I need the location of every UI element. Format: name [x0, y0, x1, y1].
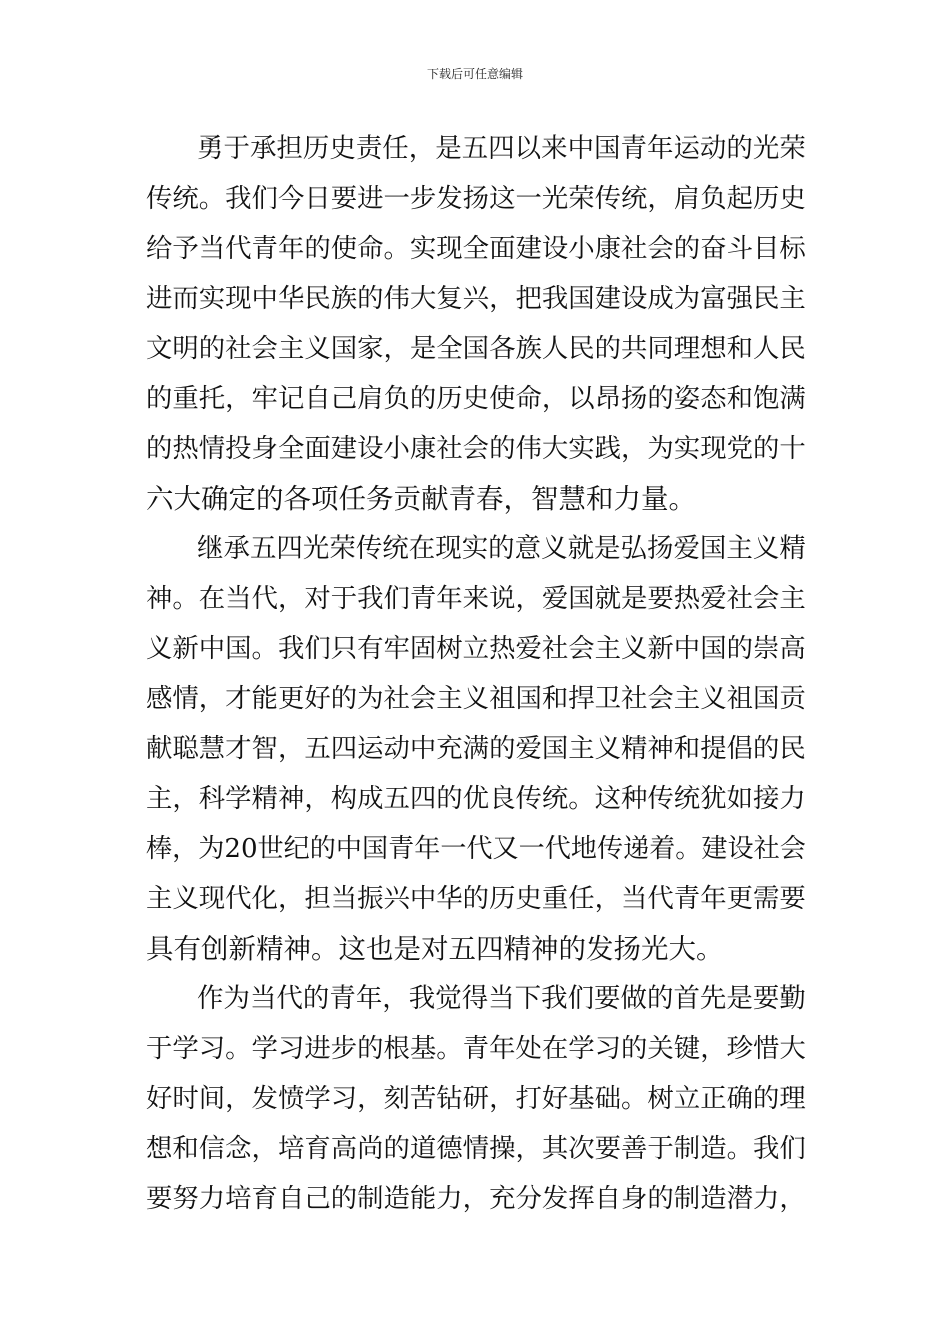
text-line: 献聪慧才智，五四运动中充满的爱国主义精神和提倡的民: [146, 733, 806, 764]
text-line: 于学习。学习进步的根基。青年处在学习的关键，珍惜大: [146, 1033, 806, 1064]
text-line: 进而实现中华民族的伟大复兴，把我国建设成为富强民主: [146, 283, 806, 314]
text-line: 的重托，牢记自己肩负的历史使命，以昂扬的姿态和饱满: [146, 383, 806, 414]
text-line: 神。在当代，对于我们青年来说，爱国就是要热爱社会主: [146, 583, 806, 614]
text-line: 作为当代的青年，我觉得当下我们要做的首先是要勤: [197, 983, 806, 1014]
text-line: 继承五四光荣传统在现实的意义就是弘扬爱国主义精: [197, 533, 806, 564]
text-line: 给予当代青年的使命。实现全面建设小康社会的奋斗目标: [146, 233, 806, 264]
text-line: 想和信念，培育高尚的道德情操，其次要善于制造。我们: [146, 1133, 806, 1164]
page-header: 下载后可任意编辑: [426, 67, 523, 81]
text-line: 义新中国。我们只有牢固树立热爱社会主义新中国的崇高: [146, 633, 806, 664]
text-line: 文明的社会主义国家，是全国各族人民的共同理想和人民: [146, 333, 806, 364]
text-line: 具有创新精神。这也是对五四精神的发扬光大。: [146, 933, 724, 965]
text-line: 好时间，发愤学习，刻苦钻研，打好基础。树立正确的理: [146, 1083, 806, 1114]
text-line: 勇于承担历史责任，是五四以来中国青年运动的光荣: [197, 133, 806, 164]
text-line: 感情，才能更好的为社会主义祖国和捍卫社会主义祖国贡: [146, 683, 806, 714]
text-line: 棒，为20世纪的中国青年一代又一代地传递着。建设社会: [146, 834, 806, 864]
text-line: 主义现代化，担当振兴中华的历史重任，当代青年更需要: [146, 883, 806, 914]
text-line: 传统。我们今日要进一步发扬这一光荣传统，肩负起历史: [146, 183, 806, 214]
text-line: 要努力培育自己的制造能力，充分发挥自身的制造潜力，: [146, 1183, 806, 1214]
text-line: 的热情投身全面建设小康社会的伟大实践，为实现党的十: [146, 433, 806, 464]
text-line: 六大确定的各项任务贡献青春，智慧和力量。: [146, 483, 696, 515]
text-line: 主，科学精神，构成五四的优良传统。这种传统犹如接力: [146, 783, 806, 814]
